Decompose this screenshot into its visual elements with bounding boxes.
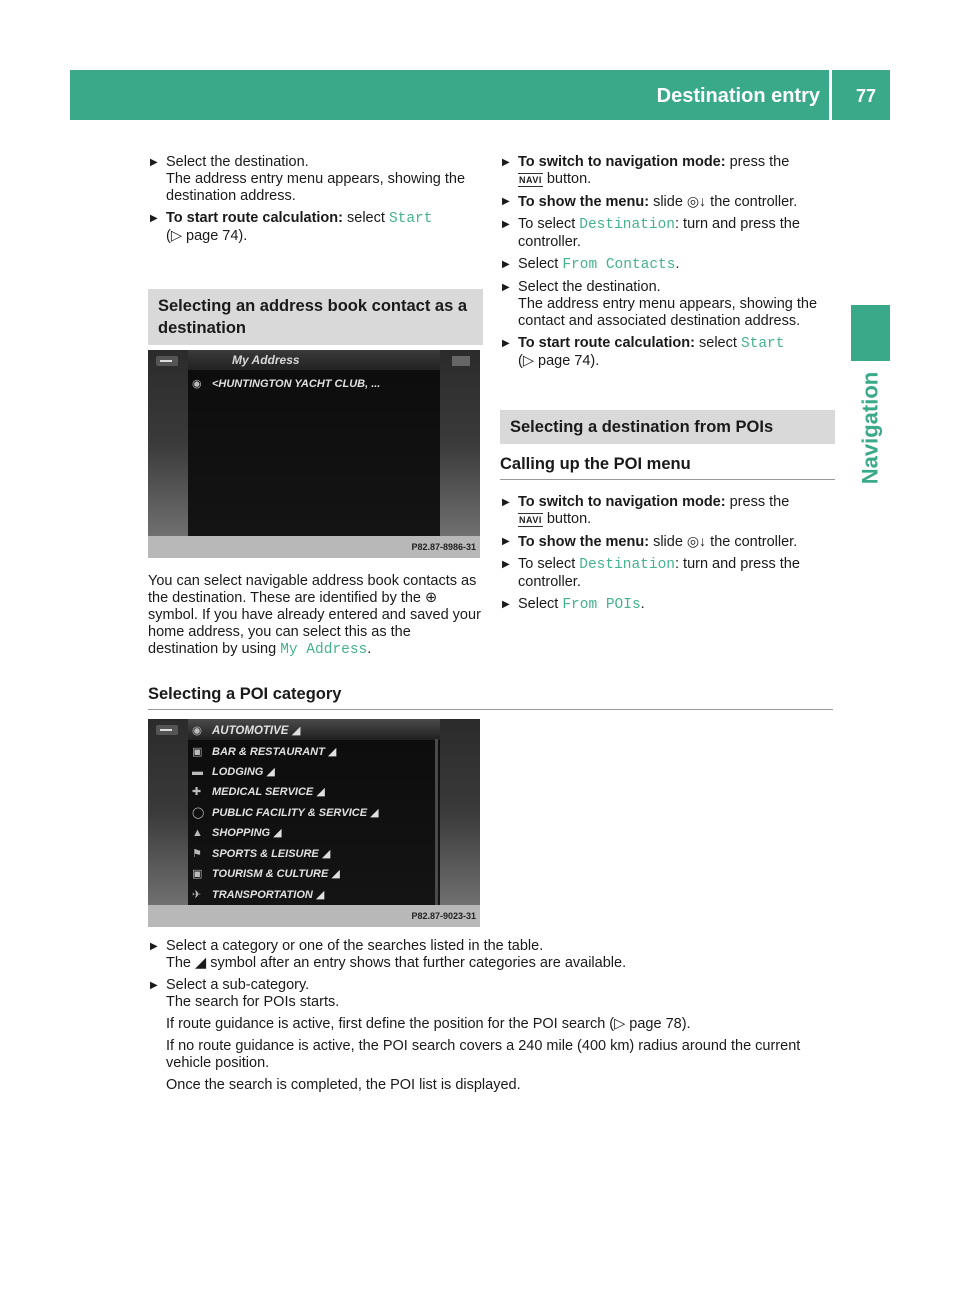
- subcategory-arrow-icon: ◢: [195, 955, 207, 971]
- section-heading-address-book: Selecting an address book contact as a destination: [148, 289, 483, 345]
- menu-item-start: Start: [388, 211, 433, 227]
- step-text: symbol after an entry shows that further categories are available.: [210, 955, 627, 971]
- para-text-a: You can select navigable address book contacts as the destination. These are identified by the: [148, 573, 477, 606]
- page-reference[interactable]: (▷ page 74).: [166, 228, 248, 244]
- step-text: Select: [518, 596, 559, 612]
- image-code: P82.87-8986-31: [148, 536, 480, 558]
- para-end: .: [367, 641, 372, 657]
- step-text: button.: [546, 511, 592, 527]
- step-text: : turn and press the controller.: [518, 216, 800, 250]
- right-column: [500, 154, 835, 619]
- step-description: The address entry menu appears, showing the destination address.: [166, 171, 466, 204]
- step-text: press the: [729, 494, 790, 510]
- step-description: Once the search is completed, the POI list is displayed.: [166, 1077, 521, 1093]
- step-bold-label: To show the menu:: [518, 194, 650, 210]
- step-text: To select: [518, 556, 576, 572]
- left-paragraph: [148, 573, 483, 659]
- step-select-destination: [148, 154, 483, 205]
- menu-item-start: Start: [740, 336, 785, 352]
- screen-left-strip: [148, 350, 188, 536]
- step-start-route: [148, 210, 483, 245]
- menu-item-from-pois: From POIs: [562, 597, 641, 613]
- back-icon: [156, 356, 178, 366]
- screen-title: My Address: [188, 350, 440, 370]
- step-text: the controller.: [710, 194, 798, 210]
- step-show-menu: [500, 193, 835, 211]
- menu-item-from-contacts: From Contacts: [562, 257, 676, 273]
- step-from-contacts: [500, 256, 835, 274]
- step-text: slide: [653, 194, 683, 210]
- poi-item-label: TRANSPORTATION: [212, 889, 313, 901]
- step-bold-label: To start route calculation:: [166, 210, 343, 226]
- menu-item-my-address: My Address: [280, 642, 368, 658]
- step-text: select: [347, 210, 385, 226]
- poi-instructions: [148, 938, 838, 1099]
- controller-slide-icon: ◎↓: [686, 533, 707, 549]
- bed-icon: ▬: [192, 766, 203, 778]
- step-title: ▶ Select the destination.: [166, 154, 309, 170]
- plane-icon: ✈: [192, 889, 202, 901]
- step-text: .: [640, 596, 645, 612]
- image-code: P82.87-9023-31: [148, 905, 480, 927]
- poi-item-transportation: ✈ TRANSPORTATION ◢: [192, 887, 432, 904]
- controller-slide-icon: ◎↓: [686, 193, 707, 209]
- poi-item-bar-restaurant: ▣ BAR & RESTAURANT ◢: [192, 744, 432, 761]
- step-bold-label: To start route calculation:: [518, 335, 695, 351]
- step-text: Select: [518, 256, 559, 272]
- page-reference[interactable]: (▷ page 74).: [518, 353, 600, 369]
- poi-item-sports: ⚑ SPORTS & LEISURE ◢: [192, 846, 432, 863]
- step-description: The address entry menu appears, showing the contact and associated destination address.: [518, 296, 818, 329]
- step-start-route-2: [500, 335, 835, 370]
- page-header: [70, 70, 890, 120]
- screenshot-my-address: [148, 350, 480, 558]
- para-text-b: symbol. If you have already entered and saved your home address, you can select this as the destination by using: [148, 607, 481, 657]
- poi-item-shopping: ▲ SHOPPING ◢: [192, 825, 432, 842]
- poi-item-label: SPORTS & LEISURE: [212, 848, 319, 860]
- section-tab: [851, 305, 890, 361]
- contact-icon: ◉: [192, 378, 202, 390]
- step-bold-label: To switch to navigation mode:: [518, 154, 726, 170]
- step-text: select: [699, 335, 737, 351]
- section-label: Navigation: [857, 371, 883, 485]
- poi-item-label: LODGING: [212, 766, 264, 778]
- poi-item-automotive: ◉ AUTOMOTIVE ◢: [192, 723, 432, 740]
- header-divider: [829, 70, 832, 120]
- screen-right-strip: [440, 719, 480, 905]
- screenshot-poi-categories: [148, 719, 480, 927]
- heading-poi-category: Selecting a POI category: [148, 686, 833, 710]
- step-bold-label: To switch to navigation mode:: [518, 494, 726, 510]
- screen-list-row: [192, 376, 432, 393]
- step-select-destination-menu: [500, 216, 835, 251]
- step-description: If route guidance is active, first define the position for the POI search (▷ page 78).: [166, 1016, 691, 1032]
- facility-icon: ◯: [192, 807, 205, 819]
- screen-left-strip: [148, 719, 188, 905]
- step-description: The search for POIs starts.: [166, 994, 340, 1010]
- step-text: To select: [518, 216, 576, 232]
- poi-item-medical: ✚ MEDICAL SERVICE ◢: [192, 784, 432, 801]
- step-select-destination-menu-2: [500, 556, 835, 591]
- medical-cross-icon: ✚: [192, 786, 202, 798]
- step-text: the controller.: [710, 534, 798, 550]
- left-column: [148, 154, 483, 345]
- restaurant-icon: ▣: [192, 746, 203, 758]
- section-heading-pois: Selecting a destination from POIs: [500, 410, 835, 444]
- poi-item-lodging: ▬ LODGING ◢: [192, 764, 432, 781]
- poi-item-label: MEDICAL SERVICE: [212, 786, 314, 798]
- step-select-contact-destination: [500, 279, 835, 330]
- menu-item-destination: Destination: [579, 557, 675, 573]
- step-bold-label: To show the menu:: [518, 534, 650, 550]
- poi-item-label: TOURISM & CULTURE: [212, 868, 329, 880]
- step-description: If no route guidance is active, the POI search covers a 240 mile (400 km) radius around the current vehicle position.: [166, 1038, 801, 1071]
- screen-row-text: <HUNTINGTON YACHT CLUB, ...: [212, 378, 381, 390]
- camera-icon: ▣: [192, 868, 203, 880]
- poi-item-label: BAR & RESTAURANT: [212, 746, 325, 758]
- page-number: 77: [855, 86, 876, 106]
- step-text: The: [166, 955, 191, 971]
- car-icon: ◉: [192, 725, 203, 737]
- poi-item-label: PUBLIC FACILITY & SERVICE: [212, 807, 368, 819]
- poi-item-label: SHOPPING: [212, 827, 271, 839]
- step-title: ▶ Select a sub-category.: [166, 977, 310, 993]
- shopping-icon: ▲: [192, 827, 203, 839]
- screen-right-strip: [440, 350, 480, 536]
- step-text: slide: [653, 534, 683, 550]
- step-from-pois: [500, 596, 835, 614]
- step-description: [166, 955, 838, 972]
- sports-icon: ⚑: [192, 848, 202, 860]
- step-text: press the: [729, 154, 790, 170]
- navi-button-icon: NAVI: [519, 175, 542, 185]
- step-select-subcategory: [148, 977, 838, 1094]
- step-text: button.: [546, 171, 592, 187]
- back-icon: [156, 725, 178, 735]
- step-title: ▶ Select a category or one of the searches listed in the table.: [166, 938, 544, 954]
- step-show-menu-2: [500, 533, 835, 551]
- scrollbar: [435, 739, 438, 909]
- menu-item-destination: Destination: [579, 217, 675, 233]
- step-switch-nav: [500, 154, 835, 188]
- step-title: ▶ Select the destination.: [518, 279, 661, 295]
- exit-icon: [452, 356, 470, 366]
- step-text: .: [675, 256, 680, 272]
- page-title: Destination entry: [656, 85, 820, 107]
- poi-item-public-facility: ◯ PUBLIC FACILITY & SERVICE ◢: [192, 805, 432, 822]
- subheading-poi-menu: Calling up the POI menu: [500, 456, 835, 480]
- step-select-category: [148, 938, 838, 972]
- navigable-contact-icon: ⊕: [425, 590, 438, 606]
- navi-button-icon: NAVI: [519, 515, 542, 525]
- step-text: : turn and press the controller.: [518, 556, 800, 590]
- step-switch-nav-2: [500, 494, 835, 528]
- poi-item-tourism: ▣ TOURISM & CULTURE ◢: [192, 866, 432, 883]
- poi-item-label: AUTOMOTIVE: [212, 725, 289, 737]
